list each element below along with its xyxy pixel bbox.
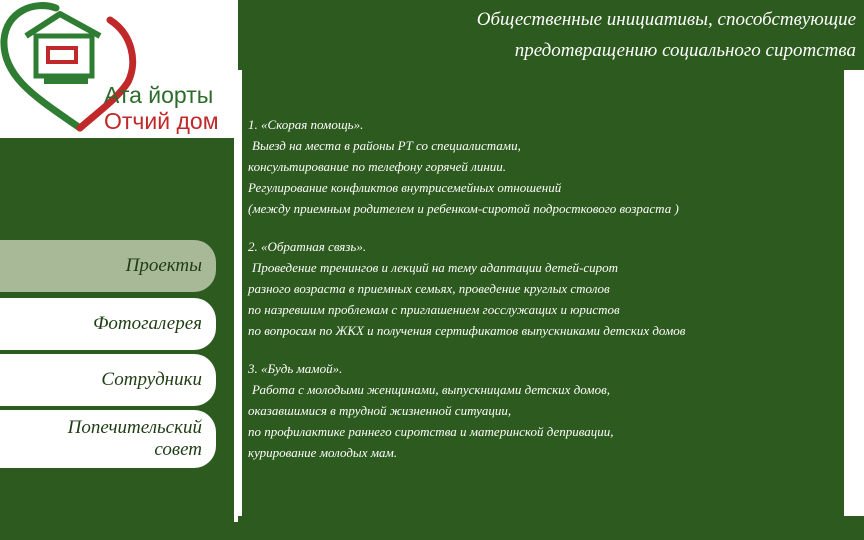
initiative-line: по профилактике раннего сиротства и материнской депривации, — [248, 424, 614, 439]
initiative-block-3 — [248, 358, 838, 463]
initiative-block-2 — [248, 236, 838, 341]
header-band — [238, 0, 864, 70]
nav-item-photo-gallery[interactable]: Фотогалерея — [0, 298, 216, 350]
initiative-block-1 — [248, 114, 838, 219]
initiative-line: оказавшимися в трудной жизненной ситуации, — [248, 403, 512, 418]
initiative-title: 3. «Будь мамой». — [248, 361, 343, 376]
initiative-line: Регулирование конфликтов внутрисемейных отношений — [248, 180, 562, 195]
nav-item-board-of-trustees[interactable]: Попечительский совет — [0, 410, 216, 468]
initiative-line: по назревшим проблемам с приглашением госслужащих и юристов — [248, 302, 620, 317]
logo-text-russian: Отчий дом — [104, 108, 219, 134]
nav-item-staff[interactable]: Сотрудники — [0, 354, 216, 406]
divider — [846, 105, 864, 107]
initiative-line: курирование молодых мам. — [248, 445, 398, 460]
logo[interactable] — [0, 0, 238, 138]
content-panel-footer — [238, 516, 864, 540]
initiative-line: по вопросам по ЖКХ и получения сертификатов выпускниками детских домов — [248, 323, 686, 338]
initiative-title: 1. «Скорая помощь». — [248, 117, 364, 132]
initiative-line: Выезд на места в районы РТ со специалистами, — [252, 138, 521, 153]
initiative-line: Проведение тренингов и лекций на тему адаптации детей-сирот — [252, 260, 619, 275]
initiative-line: консультирование по телефону горячей линии. — [248, 159, 507, 174]
logo-text-tatar: Ата йорты — [104, 82, 214, 108]
nav-item-projects[interactable]: Проекты — [0, 240, 216, 292]
initiative-line: Работа с молодыми женщинами, выпускницами детских домов, — [252, 382, 610, 397]
initiatives-content — [248, 114, 838, 480]
page-title: Общественные инициативы, способствующие предотвращению социального сиротства — [476, 9, 856, 61]
initiative-line: (между приемным родителем и ребенком-сиротой подросткового возраста ) — [248, 201, 679, 216]
initiative-title: 2. «Обратная связь». — [248, 239, 367, 254]
initiative-line: разного возраста в приемных семьях, проведение круглых столов — [248, 281, 610, 296]
